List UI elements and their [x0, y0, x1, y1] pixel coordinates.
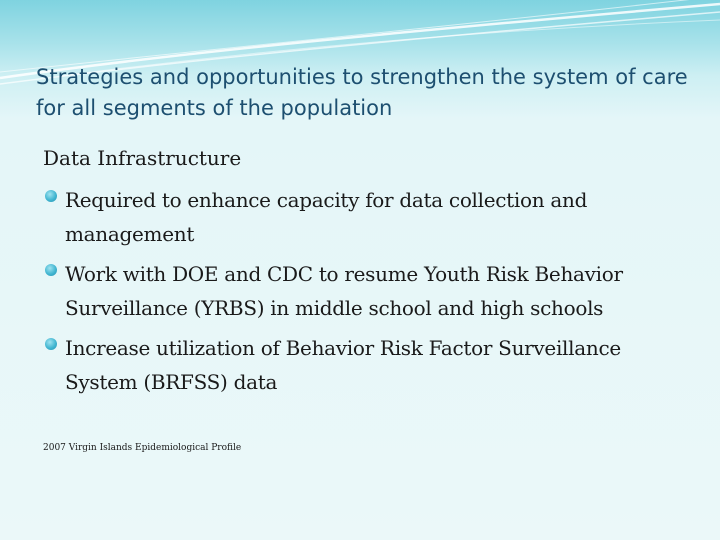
bullet-text: Required to enhance capacity for data collection and management: [65, 188, 588, 246]
bullet-item: [44, 331, 684, 399]
bullet-item: [44, 183, 684, 251]
bullet-dot-icon: [45, 190, 57, 202]
bullet-text: Work with DOE and CDC to resume Youth Risk Behavior Surveillance (YRBS) in middle school and high schools: [65, 262, 623, 320]
bullet-list: [44, 183, 684, 405]
footer-source-note: 2007 Virgin Islands Epidemiological Profile: [43, 443, 242, 453]
bullet-text: Increase utilization of Behavior Risk Factor Surveillance System (BRFSS) data: [65, 336, 621, 394]
bullet-item: [44, 257, 684, 325]
bullet-dot-icon: [45, 264, 57, 276]
slide-title: Strategies and opportunities to strengthen the system of care for all segments of the population: [36, 65, 688, 120]
bullet-dot-icon: [45, 338, 57, 350]
section-heading: Data Infrastructure: [43, 146, 242, 170]
